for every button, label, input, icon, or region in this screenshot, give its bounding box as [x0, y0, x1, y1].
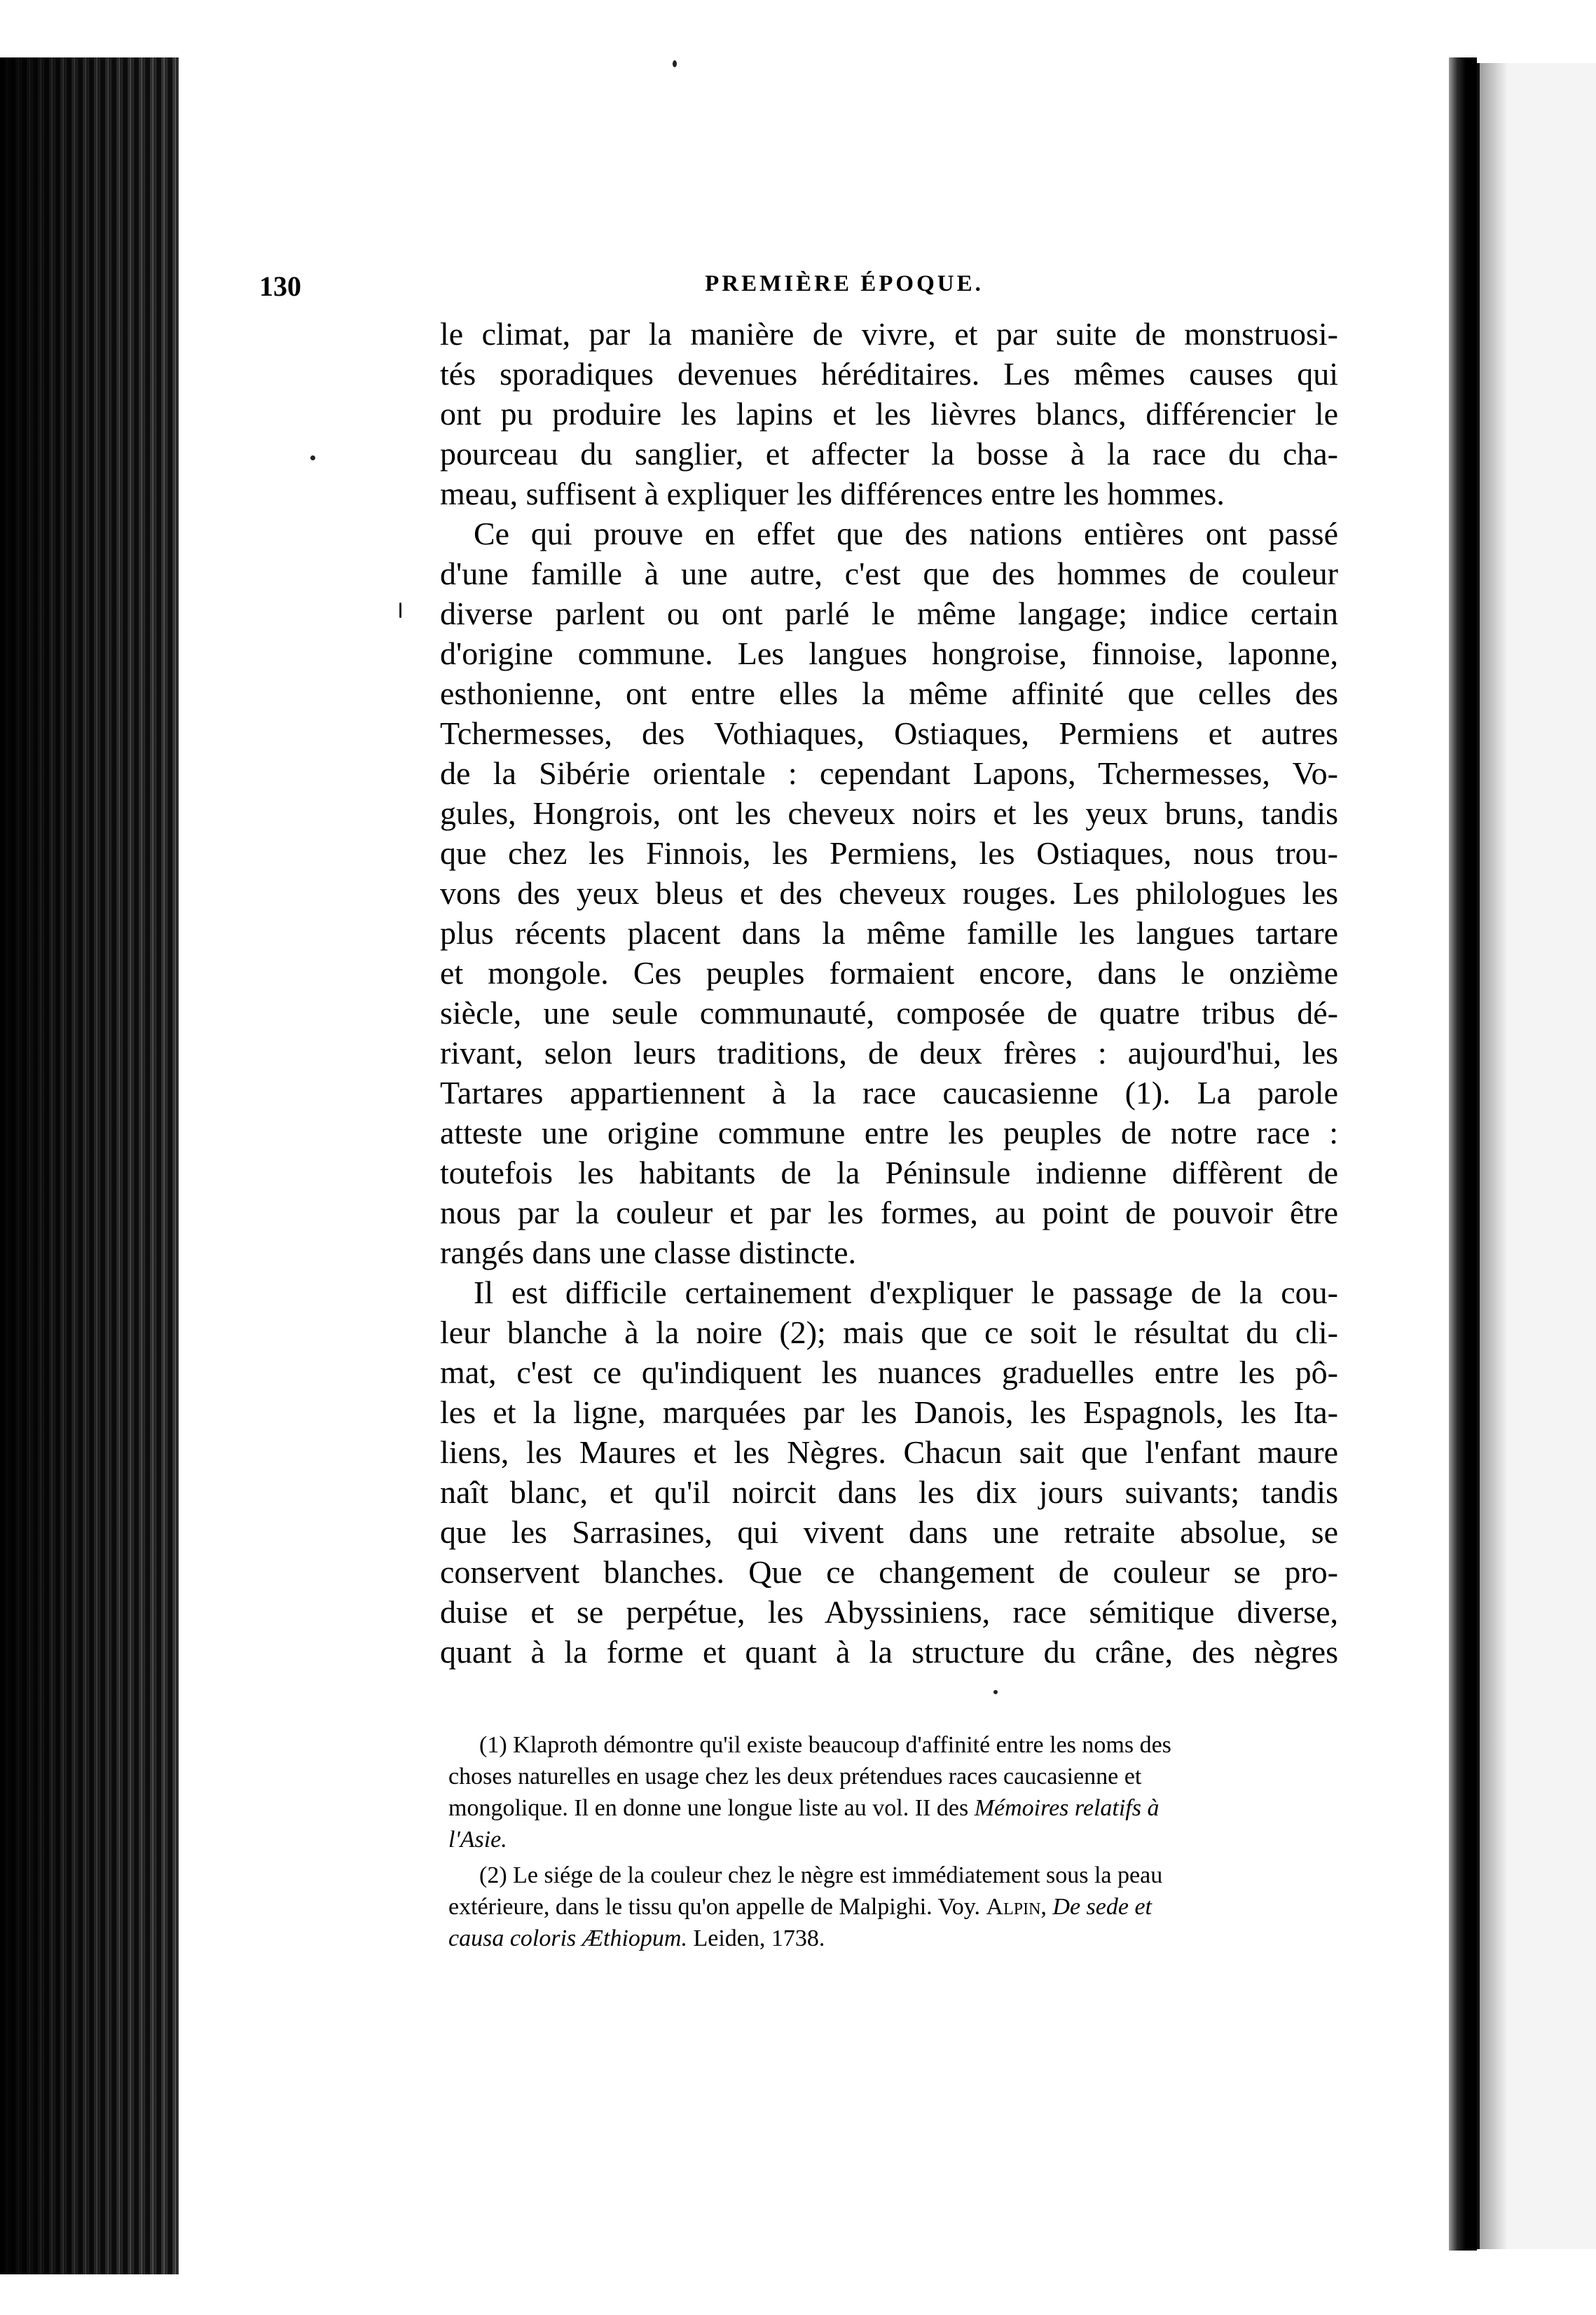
text-line: liens, les Maures et les Nègres. Chacun sait que l'enfant maure: [440, 1434, 1338, 1470]
text-line: naît blanc, et qu'il noircit dans les dix jours suivants; tandis: [440, 1474, 1338, 1510]
main-text: [440, 314, 1338, 1672]
footnotes: [448, 1729, 1340, 1958]
scan-speck: [399, 603, 401, 618]
text-line: tés sporadiques devenues héréditaires. Les mêmes causes qui: [440, 356, 1338, 392]
text-line: Il est difficile certainement d'expliquer le passage de la cou-: [474, 1275, 1338, 1310]
scan-top-margin: [0, 0, 1596, 57]
book-page-edges: [0, 0, 179, 2315]
footnote-2: [448, 1860, 1340, 1954]
text-line: siècle, une seule communauté, composée de quatre tribus dé-: [440, 995, 1338, 1031]
text-line: rangés dans une classe distincte.: [440, 1235, 856, 1270]
text-line: vons des yeux bleus et des cheveux rouges. Les philologues les: [440, 875, 1338, 911]
footnote-1: [448, 1729, 1340, 1855]
text-line: pourceau du sanglier, et affecter la bosse à la race du cha-: [440, 436, 1338, 472]
text-line: atteste une origine commune entre les peuples de notre race :: [440, 1115, 1338, 1150]
footnote-citation-title: De sede et: [1046, 1894, 1153, 1920]
footnote-citation-title: causa coloris Æthiopum.: [448, 1925, 687, 1951]
scan-speck: [310, 455, 315, 460]
footnote-line: choses naturelles en usage chez les deux prétendues races caucasienne et: [448, 1764, 1142, 1790]
paragraph-2: [440, 514, 1338, 1272]
text-line: quant à la forme et quant à la structure du crâne, des nègres: [440, 1634, 1338, 1670]
footnote-line: [448, 1891, 1340, 1923]
footnote-text: mongolique. Il en donne une longue liste au vol. II des: [448, 1795, 975, 1821]
footnote-text: extérieure, dans le tissu qu'on appelle de Malpighi. Voy.: [448, 1894, 986, 1920]
gutter-shadow: [1449, 57, 1477, 2251]
text-line: rivant, selon leurs traditions, de deux frères : aujourd'hui, les: [440, 1035, 1338, 1071]
text-line: mat, c'est ce qu'indiquent les nuances graduelles entre les pô-: [440, 1354, 1338, 1390]
footnote-author: Alpin,: [986, 1894, 1047, 1920]
text-line: nous par la couleur et par les formes, au point de pouvoir être: [440, 1195, 1338, 1230]
text-line: le climat, par la manière de vivre, et par suite de monstruosi-: [440, 316, 1338, 352]
text-line: plus récents placent dans la même famille les langues tartare: [440, 915, 1338, 951]
text-line: d'origine commune. Les langues hongroise, finnoise, laponne,: [440, 636, 1338, 671]
footnote-line: (1) Klaproth démontre qu'il existe beaucoup d'affinité entre les noms des: [479, 1732, 1171, 1758]
footnote-citation-title: Mémoires relatifs à: [974, 1795, 1160, 1821]
footnote-line: (2) Le siége de la couleur chez le nègre est immédiatement sous la peau: [479, 1862, 1163, 1888]
scan-speck: [993, 1690, 998, 1694]
text-line: Ce qui prouve en effet que des nations entières ont passé: [474, 516, 1338, 551]
page-number: 130: [259, 270, 301, 302]
text-line: leur blanche à la noire (2); mais que ce soit le résultat du cli-: [440, 1314, 1338, 1350]
text-line: de la Sibérie orientale : cependant Lapons, Tchermesses, Vo-: [440, 755, 1338, 791]
text-line: meau, suffisent à expliquer les différences entre les hommes.: [440, 476, 1225, 511]
text-line: que les Sarrasines, qui vivent dans une retraite absolue, se: [440, 1514, 1338, 1550]
text-line: que chez les Finnois, les Permiens, les Ostiaques, nous trou-: [440, 835, 1338, 871]
text-line: diverse parlent ou ont parlé le même langage; indice certain: [440, 596, 1338, 631]
paragraph-1: [440, 314, 1338, 514]
text-line: gules, Hongrois, ont les cheveux noirs et les yeux bruns, tandis: [440, 795, 1338, 831]
scan-bottom-margin: [0, 2274, 1596, 2315]
running-header: [259, 270, 1345, 305]
paragraph-3: [440, 1272, 1338, 1672]
running-title: PREMIÈRE ÉPOQUE.: [705, 271, 984, 296]
text-line: Tchermesses, des Vothiaques, Ostiaques, Permiens et autres: [440, 715, 1338, 751]
text-line: conservent blanches. Que ce changement de couleur se pro-: [440, 1554, 1338, 1590]
text-line: Tartares appartiennent à la race caucasienne (1). La parole: [440, 1075, 1338, 1111]
text-line: et mongole. Ces peuples formaient encore, dans le onzième: [440, 955, 1338, 991]
text-line: duise et se perpétue, les Abyssiniens, race sémitique diverse,: [440, 1594, 1338, 1630]
footnote-line: l'Asie.: [448, 1827, 507, 1853]
footnote-line: [448, 1792, 1340, 1824]
text-line: esthonienne, ont entre elles la même affinité que celles des: [440, 675, 1338, 711]
facing-page-shadow: [1480, 63, 1508, 2249]
footnote-text: Leiden, 1738.: [687, 1925, 825, 1951]
footnote-line: [448, 1923, 1340, 1954]
text-line: toutefois les habitants de la Péninsule indienne diffèrent de: [440, 1155, 1338, 1190]
text-line: d'une famille à une autre, c'est que des hommes de couleur: [440, 556, 1338, 591]
scan-speck: [673, 60, 677, 67]
text-line: les et la ligne, marquées par les Danois, les Espagnols, les Ita-: [440, 1394, 1338, 1430]
text-line: ont pu produire les lapins et les lièvres blancs, différencier le: [440, 396, 1338, 432]
